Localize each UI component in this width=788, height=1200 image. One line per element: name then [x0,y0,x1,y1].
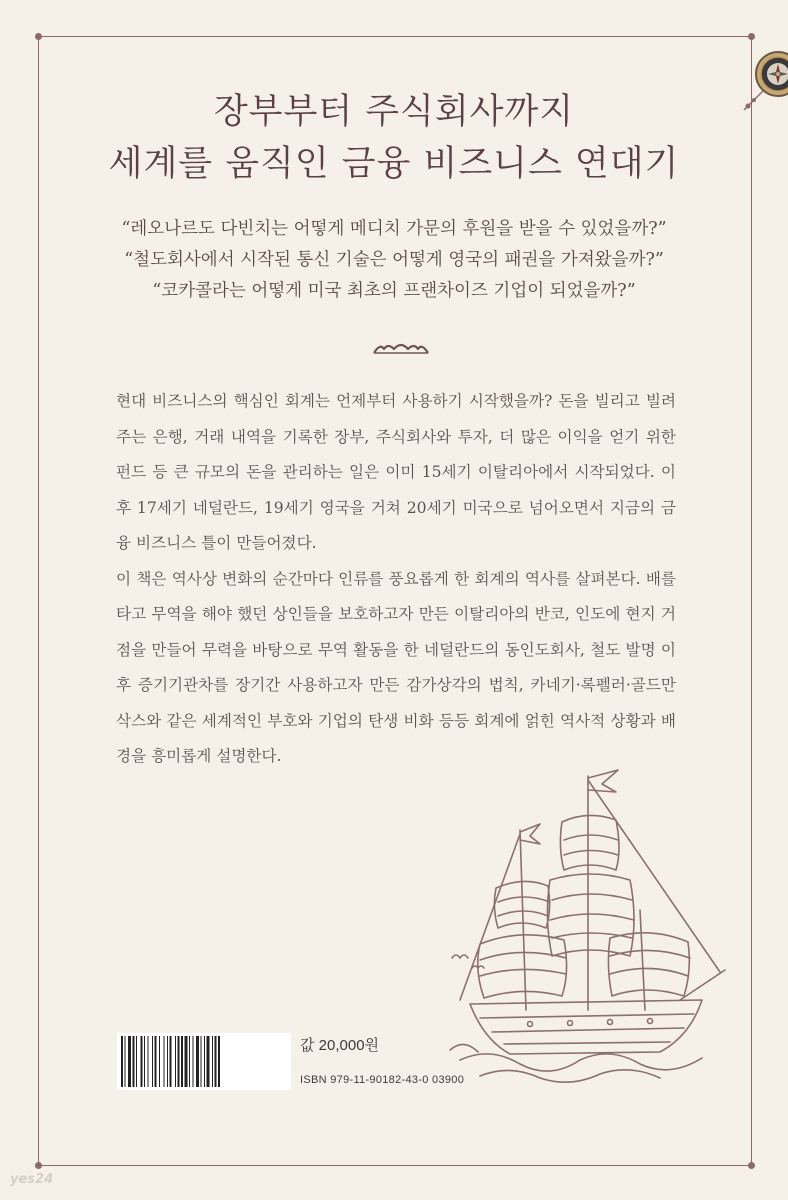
description-body [116,384,676,775]
watermark: yes24 [10,1172,54,1187]
barcode [117,1033,291,1090]
frame-corner-dot [748,33,755,40]
quote-line: “코카콜라는 어떻게 미국 최초의 프랜차이즈 기업이 되었을까?” [152,281,636,301]
frame-corner-dot [35,1162,42,1169]
quote-block [0,214,788,307]
price-label: 값 20,000원 [300,1037,380,1054]
ship-illustration [440,760,730,1090]
title-line: 장부부터 주식회사까지 [213,92,575,132]
frame-corner-dot [748,1162,755,1169]
title-line: 세계를 움직인 금융 비즈니스 연대기 [108,144,680,184]
page-title [0,86,788,190]
quote-line: “레오나르도 다빈치는 어떻게 메디치 가문의 후원을 받을 수 있었을까?” [121,219,667,239]
quote-line: “철도회사에서 시작된 통신 기술은 어떻게 영국의 패권을 가져왔을까?” [124,250,664,270]
isbn-label: ISBN 979-11-90182-43-0 03900 [300,1074,465,1086]
description-paragraph: 이 책은 역사상 변화의 순간마다 인류를 풍요롭게 한 회계의 역사를 살펴본다. 배를 타고 무역을 해야 했던 상인들을 보호하고자 만든 이탈리아의 반코, 인도에 현지 거점을 만들어 무력을 바탕으로 무역 활동을 한 네덜란드의 동인도회사, 철도 발명 이후 증기기관차를 장기간 사용하고자 만든 감가상각의 법칙, 카네기·록펠러·골드만삭스와 같은 세계적인 부호와 기업의 탄생 비화 등등 회계에 얽힌 역사적 상황과 배경을 흥미롭게 설명한다. [116,569,676,765]
frame-corner-dot [35,33,42,40]
ornament-icon [372,341,430,355]
description-paragraph: 현대 비즈니스의 핵심인 회계는 언제부터 사용하기 시작했을까? 돈을 빌리고 빌려주는 은행, 거래 내역을 기록한 장부, 주식회사와 투자, 더 많은 이익을 얻기 위한 펀드 등 큰 규모의 돈을 관리하는 일은 이미 15세기 이탈리아에서 시작되었다. 이후 17세기 네덜란드, 19세기 영국을 거쳐 20세기 미국으로 넘어오면서 지금의 금융 비즈니스 틀이 만들어졌다. [116,392,676,552]
